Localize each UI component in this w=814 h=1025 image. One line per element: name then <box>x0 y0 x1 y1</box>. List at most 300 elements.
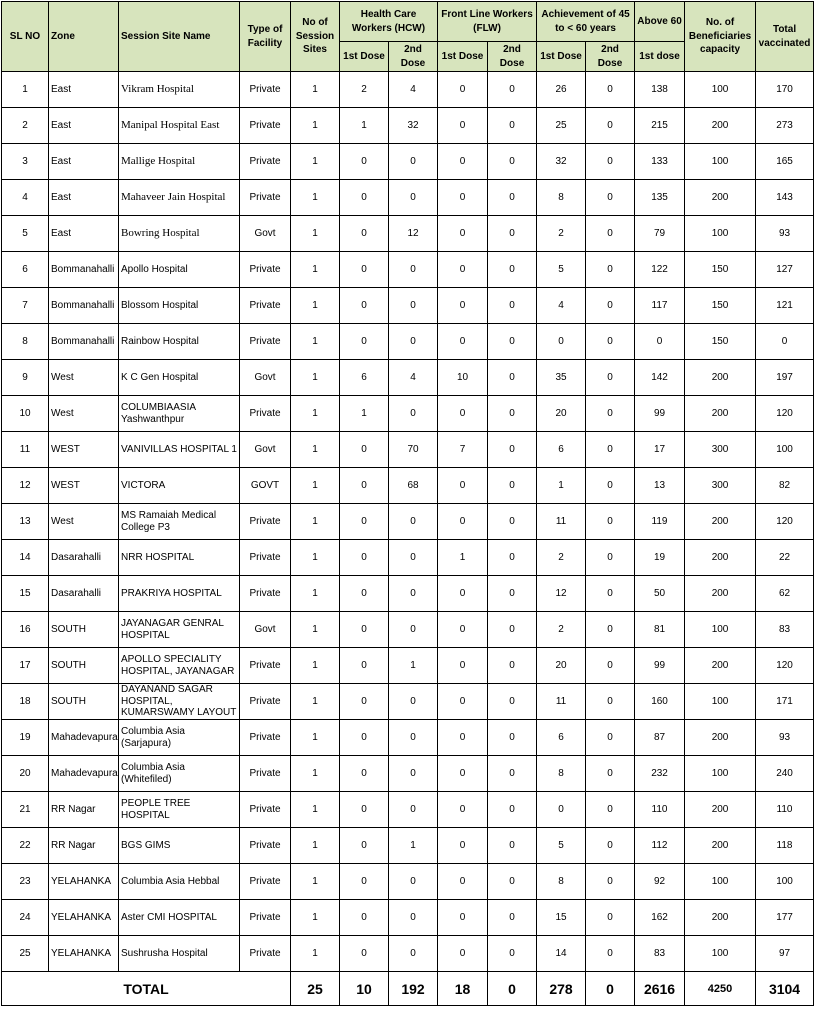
session-sites-cell: 1 <box>291 144 340 180</box>
sl-no-cell: 18 <box>2 684 49 720</box>
capacity-cell: 200 <box>685 828 756 864</box>
session-sites-cell: 1 <box>291 108 340 144</box>
session-sites-cell: 1 <box>291 180 340 216</box>
site-name-cell: PEOPLE TREE HOSPITAL <box>119 792 240 828</box>
zone-cell: WEST <box>49 468 119 504</box>
hcw-1st-dose-cell: 0 <box>340 648 389 684</box>
total-vaccinated-cell: 118 <box>756 828 814 864</box>
total-vaccinated-cell: 62 <box>756 576 814 612</box>
site-name-cell: NRR HOSPITAL <box>119 540 240 576</box>
site-name-cell: Aster CMI HOSPITAL <box>119 900 240 936</box>
total-vaccinated-cell: 127 <box>756 252 814 288</box>
hcw-1st-dose-cell: 0 <box>340 216 389 252</box>
flw-1st-dose-cell: 0 <box>438 72 488 108</box>
flw-2nd-dose-cell: 0 <box>488 936 537 972</box>
flw-1st-dose-cell: 0 <box>438 864 488 900</box>
zone-cell: SOUTH <box>49 612 119 648</box>
age-45-60-2nd-dose-cell: 0 <box>586 108 635 144</box>
facility-type-cell: Private <box>240 756 291 792</box>
above-60-1st-dose-cell: 110 <box>635 792 685 828</box>
hcw-2nd-dose-cell: 0 <box>389 396 438 432</box>
hcw-1st-dose-cell: 0 <box>340 504 389 540</box>
zone-cell: East <box>49 180 119 216</box>
flw-2nd-dose-cell: 0 <box>488 504 537 540</box>
total-vaccinated-cell: 240 <box>756 756 814 792</box>
site-name-cell: VICTORA <box>119 468 240 504</box>
sl-no-cell: 11 <box>2 432 49 468</box>
hcw-1st-dose-cell: 0 <box>340 684 389 720</box>
total-hcw-1st-dose: 10 <box>340 972 389 1006</box>
total-vaccinated-cell: 93 <box>756 216 814 252</box>
age-45-60-1st-dose-cell: 6 <box>537 720 586 756</box>
flw-1st-dose-cell: 0 <box>438 288 488 324</box>
facility-type-cell: Private <box>240 648 291 684</box>
flw-2nd-dose-cell: 0 <box>488 864 537 900</box>
age-45-60-2nd-dose-cell: 0 <box>586 720 635 756</box>
header-45-60-1st-dose: 1st Dose <box>537 42 586 72</box>
total-vaccinated-cell: 93 <box>756 720 814 756</box>
site-name-cell: Columbia Asia Hebbal <box>119 864 240 900</box>
age-45-60-2nd-dose-cell: 0 <box>586 756 635 792</box>
capacity-cell: 200 <box>685 900 756 936</box>
age-45-60-2nd-dose-cell: 0 <box>586 792 635 828</box>
hcw-1st-dose-cell: 1 <box>340 396 389 432</box>
age-45-60-1st-dose-cell: 5 <box>537 252 586 288</box>
total-flw-1st-dose: 18 <box>438 972 488 1006</box>
header-total-vaccinated: Total vaccinated <box>756 2 814 72</box>
facility-type-cell: GOVT <box>240 468 291 504</box>
sl-no-cell: 8 <box>2 324 49 360</box>
age-45-60-1st-dose-cell: 2 <box>537 612 586 648</box>
flw-1st-dose-cell: 0 <box>438 252 488 288</box>
age-45-60-2nd-dose-cell: 0 <box>586 396 635 432</box>
zone-cell: Dasarahalli <box>49 540 119 576</box>
hcw-1st-dose-cell: 0 <box>340 864 389 900</box>
age-45-60-2nd-dose-cell: 0 <box>586 540 635 576</box>
table-row <box>2 288 814 324</box>
total-capacity: 4250 <box>685 972 756 1006</box>
facility-type-cell: Private <box>240 864 291 900</box>
capacity-cell: 100 <box>685 144 756 180</box>
session-sites-cell: 1 <box>291 504 340 540</box>
age-45-60-1st-dose-cell: 8 <box>537 180 586 216</box>
hcw-1st-dose-cell: 0 <box>340 900 389 936</box>
zone-cell: Mahadevapura <box>49 720 119 756</box>
sl-no-cell: 7 <box>2 288 49 324</box>
table-row <box>2 504 814 540</box>
session-sites-cell: 1 <box>291 792 340 828</box>
age-45-60-1st-dose-cell: 14 <box>537 936 586 972</box>
total-vaccinated-cell: 177 <box>756 900 814 936</box>
hcw-2nd-dose-cell: 0 <box>389 180 438 216</box>
header-above-60-1st-dose: 1st dose <box>635 42 685 72</box>
total-vaccinated-cell: 120 <box>756 648 814 684</box>
above-60-1st-dose-cell: 112 <box>635 828 685 864</box>
above-60-1st-dose-cell: 92 <box>635 864 685 900</box>
hcw-1st-dose-cell: 0 <box>340 468 389 504</box>
table-row <box>2 396 814 432</box>
header-flw-1st-dose: 1st Dose <box>438 42 488 72</box>
site-name-cell: PRAKRIYA HOSPITAL <box>119 576 240 612</box>
hcw-2nd-dose-cell: 0 <box>389 144 438 180</box>
capacity-cell: 150 <box>685 288 756 324</box>
hcw-1st-dose-cell: 0 <box>340 540 389 576</box>
flw-2nd-dose-cell: 0 <box>488 252 537 288</box>
hcw-2nd-dose-cell: 70 <box>389 432 438 468</box>
above-60-1st-dose-cell: 99 <box>635 648 685 684</box>
hcw-2nd-dose-cell: 0 <box>389 720 438 756</box>
hcw-2nd-dose-cell: 0 <box>389 864 438 900</box>
flw-1st-dose-cell: 0 <box>438 144 488 180</box>
totals-row <box>2 972 814 1006</box>
total-vaccinated-cell: 165 <box>756 144 814 180</box>
age-45-60-1st-dose-cell: 5 <box>537 828 586 864</box>
age-45-60-1st-dose-cell: 26 <box>537 72 586 108</box>
above-60-1st-dose-cell: 83 <box>635 936 685 972</box>
age-45-60-2nd-dose-cell: 0 <box>586 612 635 648</box>
table-row <box>2 936 814 972</box>
age-45-60-2nd-dose-cell: 0 <box>586 180 635 216</box>
session-sites-cell: 1 <box>291 648 340 684</box>
facility-type-cell: Private <box>240 180 291 216</box>
session-sites-cell: 1 <box>291 360 340 396</box>
flw-1st-dose-cell: 0 <box>438 504 488 540</box>
zone-cell: West <box>49 396 119 432</box>
header-zone: Zone <box>49 2 119 72</box>
table-row <box>2 180 814 216</box>
hcw-2nd-dose-cell: 1 <box>389 648 438 684</box>
flw-1st-dose-cell: 10 <box>438 360 488 396</box>
session-sites-cell: 1 <box>291 936 340 972</box>
site-name-cell: Rainbow Hospital <box>119 324 240 360</box>
flw-2nd-dose-cell: 0 <box>488 72 537 108</box>
flw-2nd-dose-cell: 0 <box>488 324 537 360</box>
site-name-cell: Columbia Asia (Whitefiled) <box>119 756 240 792</box>
zone-cell: East <box>49 216 119 252</box>
session-sites-cell: 1 <box>291 468 340 504</box>
flw-1st-dose-cell: 0 <box>438 648 488 684</box>
flw-2nd-dose-cell: 0 <box>488 828 537 864</box>
flw-2nd-dose-cell: 0 <box>488 720 537 756</box>
flw-2nd-dose-cell: 0 <box>488 576 537 612</box>
total-vaccinated: 3104 <box>756 972 814 1006</box>
capacity-cell: 200 <box>685 792 756 828</box>
capacity-cell: 200 <box>685 504 756 540</box>
hcw-2nd-dose-cell: 68 <box>389 468 438 504</box>
hcw-2nd-dose-cell: 0 <box>389 900 438 936</box>
total-vaccinated-cell: 110 <box>756 792 814 828</box>
hcw-1st-dose-cell: 0 <box>340 144 389 180</box>
facility-type-cell: Govt <box>240 432 291 468</box>
capacity-cell: 100 <box>685 936 756 972</box>
hcw-1st-dose-cell: 0 <box>340 720 389 756</box>
above-60-1st-dose-cell: 117 <box>635 288 685 324</box>
capacity-cell: 200 <box>685 360 756 396</box>
table-row <box>2 576 814 612</box>
age-45-60-1st-dose-cell: 2 <box>537 540 586 576</box>
header-45-60-2nd-dose: 2nd Dose <box>586 42 635 72</box>
zone-cell: SOUTH <box>49 648 119 684</box>
header-achievement-45-60: Achievement of 45 to < 60 years <box>537 2 635 42</box>
age-45-60-1st-dose-cell: 8 <box>537 756 586 792</box>
session-sites-cell: 1 <box>291 720 340 756</box>
hcw-1st-dose-cell: 0 <box>340 180 389 216</box>
capacity-cell: 150 <box>685 252 756 288</box>
table-row <box>2 756 814 792</box>
session-sites-cell: 1 <box>291 864 340 900</box>
total-sessions: 25 <box>291 972 340 1006</box>
zone-cell: RR Nagar <box>49 828 119 864</box>
table-row <box>2 432 814 468</box>
capacity-cell: 200 <box>685 720 756 756</box>
sl-no-cell: 9 <box>2 360 49 396</box>
site-name-cell: Bowring Hospital <box>119 216 240 252</box>
hcw-2nd-dose-cell: 4 <box>389 72 438 108</box>
total-vaccinated-cell: 100 <box>756 864 814 900</box>
zone-cell: YELAHANKA <box>49 900 119 936</box>
hcw-1st-dose-cell: 6 <box>340 360 389 396</box>
session-sites-cell: 1 <box>291 432 340 468</box>
age-45-60-2nd-dose-cell: 0 <box>586 72 635 108</box>
above-60-1st-dose-cell: 138 <box>635 72 685 108</box>
hcw-2nd-dose-cell: 32 <box>389 108 438 144</box>
flw-1st-dose-cell: 0 <box>438 216 488 252</box>
hcw-2nd-dose-cell: 0 <box>389 612 438 648</box>
table-row <box>2 684 814 720</box>
hcw-1st-dose-cell: 0 <box>340 288 389 324</box>
age-45-60-1st-dose-cell: 6 <box>537 432 586 468</box>
above-60-1st-dose-cell: 81 <box>635 612 685 648</box>
sl-no-cell: 1 <box>2 72 49 108</box>
zone-cell: East <box>49 108 119 144</box>
flw-2nd-dose-cell: 0 <box>488 756 537 792</box>
capacity-cell: 200 <box>685 576 756 612</box>
sl-no-cell: 2 <box>2 108 49 144</box>
age-45-60-1st-dose-cell: 20 <box>537 396 586 432</box>
site-name-cell: Vikram Hospital <box>119 72 240 108</box>
above-60-1st-dose-cell: 19 <box>635 540 685 576</box>
table-row <box>2 324 814 360</box>
site-name-cell: MS Ramaiah Medical College P3 <box>119 504 240 540</box>
sl-no-cell: 14 <box>2 540 49 576</box>
hcw-2nd-dose-cell: 0 <box>389 792 438 828</box>
site-name-cell: JAYANAGAR GENRAL HOSPITAL <box>119 612 240 648</box>
total-vaccinated-cell: 170 <box>756 72 814 108</box>
facility-type-cell: Private <box>240 684 291 720</box>
hcw-2nd-dose-cell: 0 <box>389 540 438 576</box>
age-45-60-1st-dose-cell: 11 <box>537 504 586 540</box>
hcw-1st-dose-cell: 0 <box>340 828 389 864</box>
total-vaccinated-cell: 121 <box>756 288 814 324</box>
header-above-60: Above 60 <box>635 2 685 42</box>
facility-type-cell: Govt <box>240 612 291 648</box>
session-sites-cell: 1 <box>291 828 340 864</box>
zone-cell: RR Nagar <box>49 792 119 828</box>
site-name-cell: Blossom Hospital <box>119 288 240 324</box>
zone-cell: Bommanahalli <box>49 288 119 324</box>
total-45-60-1st-dose: 278 <box>537 972 586 1006</box>
flw-1st-dose-cell: 7 <box>438 432 488 468</box>
facility-type-cell: Govt <box>240 216 291 252</box>
session-sites-cell: 1 <box>291 684 340 720</box>
above-60-1st-dose-cell: 160 <box>635 684 685 720</box>
zone-cell: East <box>49 72 119 108</box>
total-flw-2nd-dose: 0 <box>488 972 537 1006</box>
age-45-60-2nd-dose-cell: 0 <box>586 900 635 936</box>
hcw-1st-dose-cell: 0 <box>340 612 389 648</box>
total-vaccinated-cell: 171 <box>756 684 814 720</box>
age-45-60-2nd-dose-cell: 0 <box>586 576 635 612</box>
table-row <box>2 72 814 108</box>
flw-2nd-dose-cell: 0 <box>488 216 537 252</box>
sl-no-cell: 4 <box>2 180 49 216</box>
site-name-cell: K C Gen Hospital <box>119 360 240 396</box>
flw-2nd-dose-cell: 0 <box>488 684 537 720</box>
age-45-60-1st-dose-cell: 25 <box>537 108 586 144</box>
facility-type-cell: Private <box>240 576 291 612</box>
flw-2nd-dose-cell: 0 <box>488 540 537 576</box>
table-row <box>2 900 814 936</box>
above-60-1st-dose-cell: 135 <box>635 180 685 216</box>
facility-type-cell: Private <box>240 288 291 324</box>
facility-type-cell: Private <box>240 72 291 108</box>
facility-type-cell: Private <box>240 324 291 360</box>
header-health-care-workers: Health Care Workers (HCW) <box>340 2 438 42</box>
site-name-cell: Sushrusha Hospital <box>119 936 240 972</box>
age-45-60-1st-dose-cell: 20 <box>537 648 586 684</box>
sl-no-cell: 12 <box>2 468 49 504</box>
sl-no-cell: 15 <box>2 576 49 612</box>
capacity-cell: 100 <box>685 684 756 720</box>
table-row <box>2 360 814 396</box>
above-60-1st-dose-cell: 50 <box>635 576 685 612</box>
totals-label: TOTAL <box>2 972 291 1006</box>
table-row <box>2 720 814 756</box>
above-60-1st-dose-cell: 13 <box>635 468 685 504</box>
capacity-cell: 100 <box>685 756 756 792</box>
zone-cell: West <box>49 504 119 540</box>
facility-type-cell: Private <box>240 540 291 576</box>
table-footer <box>2 972 814 1006</box>
sl-no-cell: 3 <box>2 144 49 180</box>
flw-1st-dose-cell: 0 <box>438 468 488 504</box>
capacity-cell: 200 <box>685 396 756 432</box>
age-45-60-1st-dose-cell: 4 <box>537 288 586 324</box>
sl-no-cell: 13 <box>2 504 49 540</box>
hcw-1st-dose-cell: 0 <box>340 432 389 468</box>
site-name-cell: VANIVILLAS HOSPITAL 1 <box>119 432 240 468</box>
age-45-60-1st-dose-cell: 8 <box>537 864 586 900</box>
above-60-1st-dose-cell: 142 <box>635 360 685 396</box>
total-vaccinated-cell: 22 <box>756 540 814 576</box>
flw-1st-dose-cell: 0 <box>438 936 488 972</box>
facility-type-cell: Govt <box>240 360 291 396</box>
flw-1st-dose-cell: 0 <box>438 576 488 612</box>
age-45-60-2nd-dose-cell: 0 <box>586 360 635 396</box>
hcw-1st-dose-cell: 2 <box>340 72 389 108</box>
flw-1st-dose-cell: 1 <box>438 540 488 576</box>
site-name-cell: Apollo Hospital <box>119 252 240 288</box>
above-60-1st-dose-cell: 119 <box>635 504 685 540</box>
hcw-2nd-dose-cell: 1 <box>389 828 438 864</box>
session-sites-cell: 1 <box>291 216 340 252</box>
capacity-cell: 100 <box>685 72 756 108</box>
sl-no-cell: 19 <box>2 720 49 756</box>
capacity-cell: 100 <box>685 864 756 900</box>
hcw-2nd-dose-cell: 0 <box>389 324 438 360</box>
zone-cell: Mahadevapura <box>49 756 119 792</box>
table-row <box>2 828 814 864</box>
table-row <box>2 648 814 684</box>
session-sites-cell: 1 <box>291 612 340 648</box>
capacity-cell: 100 <box>685 612 756 648</box>
hcw-2nd-dose-cell: 12 <box>389 216 438 252</box>
flw-1st-dose-cell: 0 <box>438 720 488 756</box>
facility-type-cell: Private <box>240 792 291 828</box>
age-45-60-1st-dose-cell: 12 <box>537 576 586 612</box>
age-45-60-1st-dose-cell: 1 <box>537 468 586 504</box>
table-row <box>2 108 814 144</box>
total-vaccinated-cell: 120 <box>756 396 814 432</box>
age-45-60-2nd-dose-cell: 0 <box>586 936 635 972</box>
above-60-1st-dose-cell: 162 <box>635 900 685 936</box>
above-60-1st-dose-cell: 99 <box>635 396 685 432</box>
flw-1st-dose-cell: 0 <box>438 180 488 216</box>
site-name-cell: APOLLO SPECIALITY HOSPITAL, JAYANAGAR <box>119 648 240 684</box>
sl-no-cell: 21 <box>2 792 49 828</box>
table-row <box>2 144 814 180</box>
sl-no-cell: 20 <box>2 756 49 792</box>
flw-1st-dose-cell: 0 <box>438 756 488 792</box>
age-45-60-1st-dose-cell: 0 <box>537 792 586 828</box>
hcw-1st-dose-cell: 0 <box>340 936 389 972</box>
header-beneficiaries-capacity: No. of Beneficiaries capacity <box>685 2 756 72</box>
above-60-1st-dose-cell: 17 <box>635 432 685 468</box>
table-header <box>2 2 814 72</box>
age-45-60-2nd-dose-cell: 0 <box>586 252 635 288</box>
zone-cell: Dasarahalli <box>49 576 119 612</box>
sl-no-cell: 6 <box>2 252 49 288</box>
site-name-cell: Columbia Asia (Sarjapura) <box>119 720 240 756</box>
zone-cell: SOUTH <box>49 684 119 720</box>
table-row <box>2 612 814 648</box>
header-session-site-name: Session Site Name <box>119 2 240 72</box>
session-sites-cell: 1 <box>291 72 340 108</box>
vaccination-table <box>1 1 814 1006</box>
site-name-cell: BGS GIMS <box>119 828 240 864</box>
session-sites-cell: 1 <box>291 288 340 324</box>
session-sites-cell: 1 <box>291 396 340 432</box>
sl-no-cell: 22 <box>2 828 49 864</box>
facility-type-cell: Private <box>240 144 291 180</box>
hcw-2nd-dose-cell: 0 <box>389 288 438 324</box>
hcw-1st-dose-cell: 0 <box>340 252 389 288</box>
age-45-60-2nd-dose-cell: 0 <box>586 144 635 180</box>
total-hcw-2nd-dose: 192 <box>389 972 438 1006</box>
capacity-cell: 200 <box>685 108 756 144</box>
flw-1st-dose-cell: 0 <box>438 324 488 360</box>
capacity-cell: 100 <box>685 216 756 252</box>
header-sl-no: SL NO <box>2 2 49 72</box>
facility-type-cell: Private <box>240 396 291 432</box>
age-45-60-1st-dose-cell: 35 <box>537 360 586 396</box>
header-front-line-workers: Front Line Workers (FLW) <box>438 2 537 42</box>
total-vaccinated-cell: 273 <box>756 108 814 144</box>
capacity-cell: 300 <box>685 468 756 504</box>
sl-no-cell: 16 <box>2 612 49 648</box>
flw-2nd-dose-cell: 0 <box>488 108 537 144</box>
flw-1st-dose-cell: 0 <box>438 900 488 936</box>
